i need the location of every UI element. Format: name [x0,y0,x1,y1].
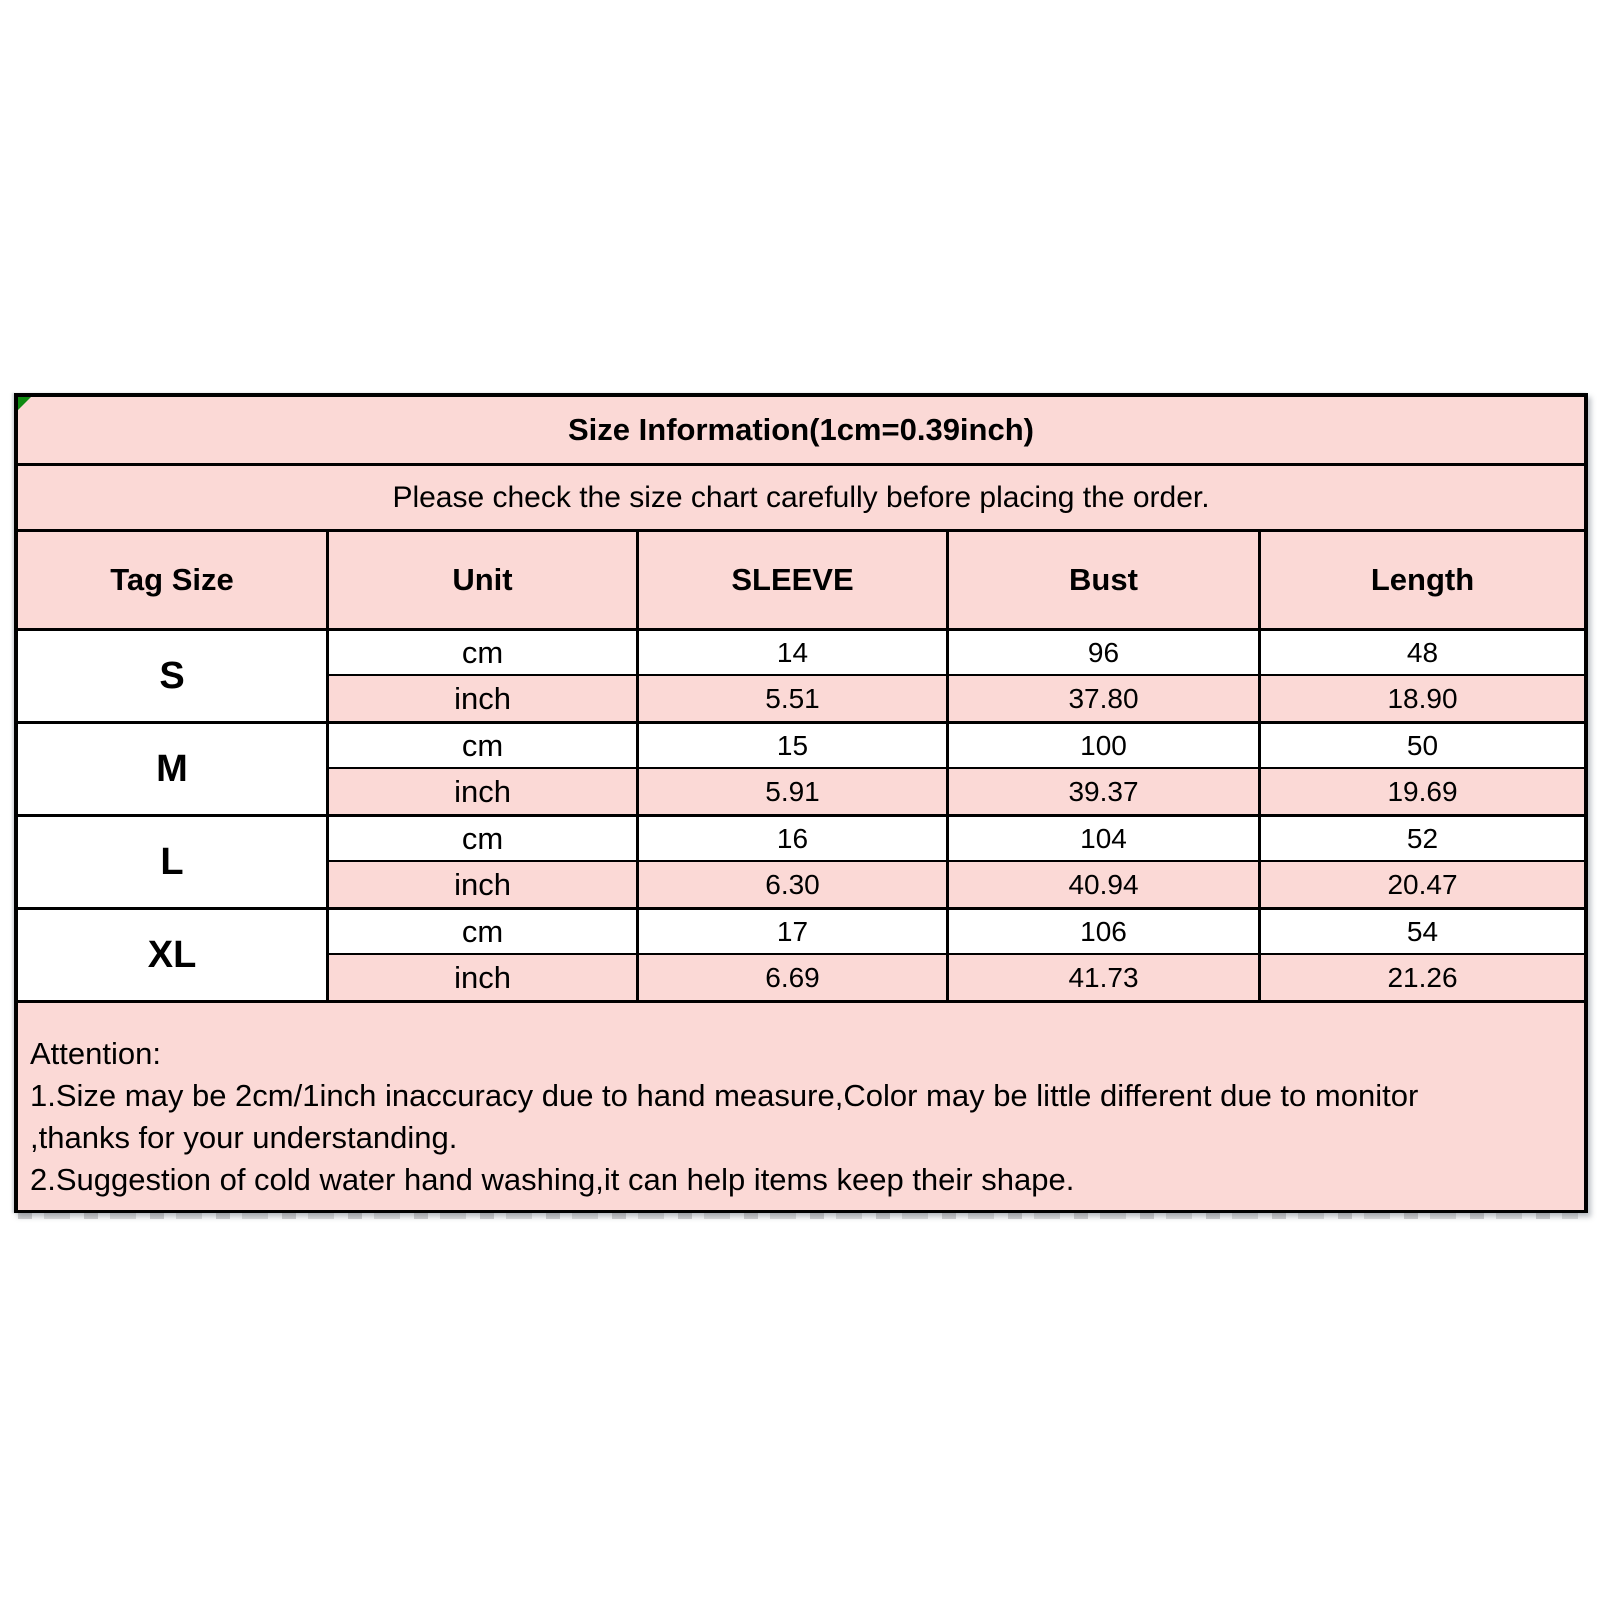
length-cm-value: 52 [1261,817,1584,862]
tag-size-label: L [18,817,329,907]
sleeve-cm-value: 14 [639,631,949,676]
tag-size-label: M [18,724,329,814]
unit-cell: inch [329,676,639,721]
sleeve-cm-value: 15 [639,724,949,769]
size-information-table [14,393,1588,1213]
table-subtitle: Please check the size chart carefully before placing the order. [18,466,1584,532]
sleeve-inch-value: 6.30 [639,862,949,907]
sleeve-inch-value: 5.91 [639,769,949,814]
attention-line-1: 1.Size may be 2cm/1inch inaccuracy due to hand measure,Color may be little different due to monitor [30,1078,1419,1113]
header-cell-unit: Unit [329,532,639,628]
size-group-l [18,817,1584,910]
length-cm-value: 54 [1261,910,1584,955]
bust-cm-value: 100 [949,724,1261,769]
header-cell-length: Length [1370,562,1475,597]
length-inch-value: 19.69 [1261,769,1584,814]
size-group-xl [18,910,1584,1003]
unit-cell: inch [329,862,639,907]
bust-cm-value: 106 [949,910,1261,955]
sleeve-inch-value: 5.51 [639,676,949,721]
length-inch-value: 18.90 [1261,676,1584,721]
attention-note [18,1003,1584,1210]
tag-size-label: XL [18,910,329,1000]
bust-inch-value: 40.94 [949,862,1261,907]
tag-size-label: S [18,631,329,721]
length-inch-value: 20.47 [1261,862,1584,907]
table-header-row [18,532,1584,631]
bust-cm-value: 96 [949,631,1261,676]
unit-cell: cm [329,817,639,862]
length-inch-value: 21.26 [1261,955,1584,1000]
size-group-m [18,724,1584,817]
size-group-s [18,631,1584,724]
unit-cell: cm [329,910,639,955]
table-title: Size Information(1cm=0.39inch) [18,397,1584,466]
length-cm-value: 48 [1261,631,1584,676]
unit-cell: inch [329,955,639,1000]
sleeve-inch-value: 6.69 [639,955,949,1000]
sleeve-cm-value: 16 [639,817,949,862]
sleeve-cm-value: 17 [639,910,949,955]
bust-cm-value: 104 [949,817,1261,862]
bust-inch-value: 41.73 [949,955,1261,1000]
bust-inch-value: 37.80 [949,676,1261,721]
header-cell-tag-size: Tag Size [18,532,329,628]
bust-inch-value: 39.37 [949,769,1261,814]
header-cell-sleeve: SLEEVE [639,532,949,628]
unit-cell: cm [329,631,639,676]
cropped-text-remnant [18,1213,1578,1219]
header-cell-bust: Bust [949,532,1261,628]
unit-cell: cm [329,724,639,769]
attention-heading: Attention: [30,1036,161,1071]
length-cm-value: 50 [1261,724,1584,769]
attention-line-2: ,thanks for your understanding. [30,1120,458,1155]
attention-line-3: 2.Suggestion of cold water hand washing,it can help items keep their shape. [30,1162,1075,1197]
unit-cell: inch [329,769,639,814]
